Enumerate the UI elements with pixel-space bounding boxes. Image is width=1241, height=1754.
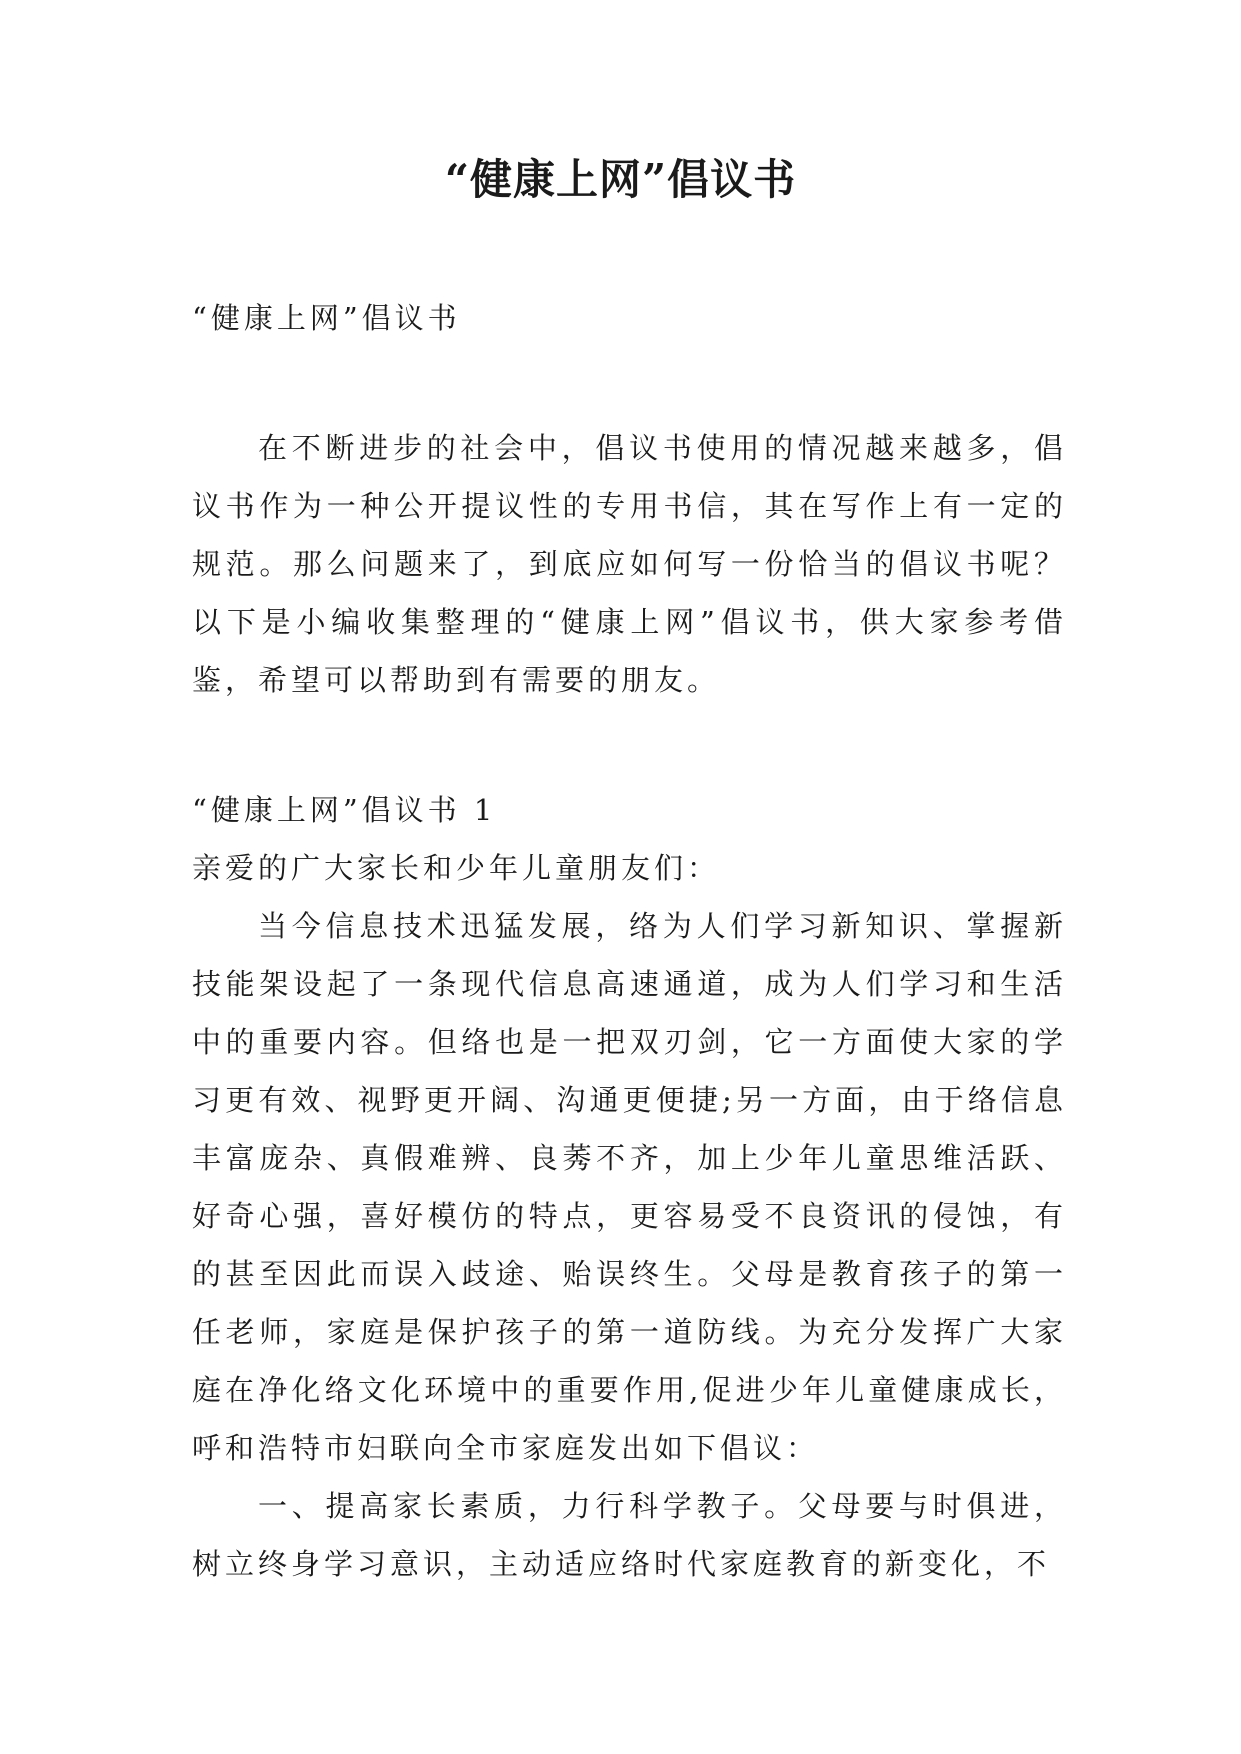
document-subtitle: “健康上网”倡议书 [192, 301, 461, 335]
salutation: 亲爱的广大家长和少年儿童朋友们： [192, 851, 721, 885]
body-paragraph: 一、提高家长素质，力行科学教子。父母要与时俱进，树立终身学习意识，主动适应络时代家庭教育的新变化，不 [192, 1489, 1067, 1581]
section-heading: “健康上网”倡议书 1 [192, 793, 497, 827]
document-body [192, 289, 1067, 1593]
intro-paragraph: 在不断进步的社会中，倡议书使用的情况越来越多，倡议书作为一种公开提议性的专用书信，其在写作上有一定的规范。那么问题来了，到底应如何写一份恰当的倡议书呢？以下是小编收集整理的“健康上网”倡议书，供大家参考借鉴，希望可以帮助到有需要的朋友。 [192, 431, 1067, 697]
document-title: “健康上网”倡议书 [444, 155, 797, 204]
body-paragraph: 当今信息技术迅猛发展，络为人们学习新知识、掌握新技能架设起了一条现代信息高速通道，成为人们学习和生活中的重要内容。但络也是一把双刃剑，它一方面使大家的学习更有效、视野更开阔、沟通更便捷;另一方面，由于络信息丰富庞杂、真假难辨、良莠不齐，加上少年儿童思维活跃、好奇心强，喜好模仿的特点，更容易受不良资讯的侵蚀，有的甚至因此而误入歧途、贻误终生。父母是教育孩子的第一任老师，家庭是保护孩子的第一道防线。为充分发挥广大家庭在净化络文化环境中的重要作用,促进少年儿童健康成长，呼和浩特市妇联向全市家庭发出如下倡议： [192, 909, 1067, 1465]
